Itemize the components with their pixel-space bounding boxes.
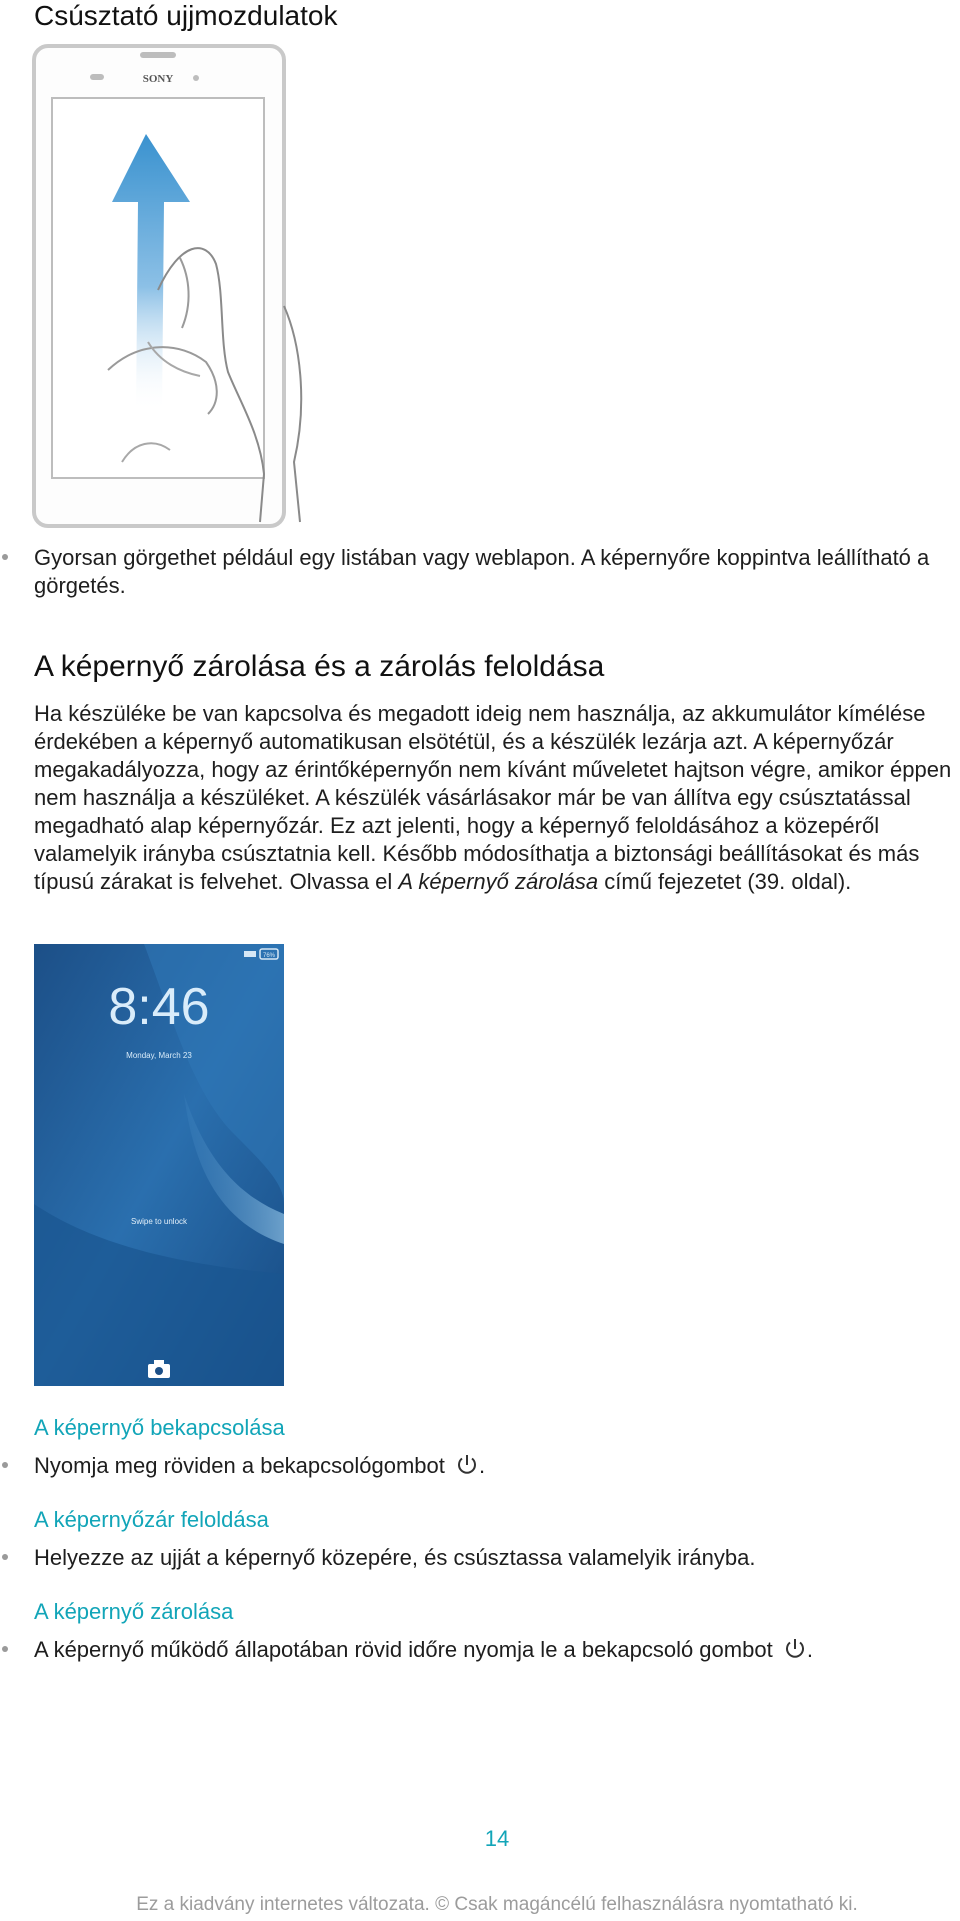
task-heading-lock: A képernyő zárolása bbox=[34, 1599, 234, 1624]
lockscreen-image bbox=[34, 944, 284, 1386]
lock-date: Monday, March 23 bbox=[126, 1051, 192, 1060]
bullet-swipe-text: Gyorsan görgethet például egy listában vagy weblapon. A képernyőre koppintva leállítható a görgetés. bbox=[34, 545, 930, 598]
battery-level: 76% bbox=[262, 953, 276, 959]
lock-time: 8:46 bbox=[108, 978, 210, 1036]
bullet-marker bbox=[2, 1646, 8, 1652]
bullet-swipe bbox=[34, 544, 934, 600]
bullet-marker bbox=[2, 1554, 8, 1560]
footer-note: Ez a kiadvány internetes változata. © Csak magáncélú felhasználásra nyomtatható ki. bbox=[136, 1894, 858, 1915]
chapter-link[interactable]: A képernyő zárolása bbox=[398, 869, 599, 894]
lock-paragraph-end: című fejezetet (39. oldal). bbox=[598, 869, 852, 894]
task-lock-suffix: . bbox=[806, 1637, 813, 1662]
task-screen-on-text: Nyomja meg röviden a bekapcsológombot bbox=[34, 1453, 445, 1478]
phone-brand: SONY bbox=[142, 73, 174, 85]
signal-icon bbox=[244, 951, 256, 957]
phone-swipe-illustration bbox=[30, 42, 330, 532]
task-screen-on-suffix: . bbox=[479, 1453, 486, 1478]
task-heading-unlock: A képernyőzár feloldása bbox=[34, 1507, 269, 1532]
task-lock-text: A képernyő működő állapotában rövid időre nyomja le a bekapcsoló gombot bbox=[34, 1637, 773, 1662]
task-unlock bbox=[34, 1544, 755, 1572]
lock-paragraph-text: Ha készüléke be van kapcsolva és megadott ideig nem használja, az akkumulátor kímélése érdekében a képernyő automatikusan elsötétül, és a készülék lezárja azt. A képernyőzár megakadályozza, hogy az érintőképernyőn nem kívánt műveletet hajtson végre, amikor éppen nem használja a készüléket. A készülék vásárlásakor már be van állítva egy csúsztatással megadható alap képernyőzár. Ez azt jelenti, hogy a képernyő feloldásához a közepéről valamelyik irányba csúsztatnia kell. Később módosíthatja a biztonsági beállításokat és más típusú zárakat is felvehet. Olvassa el bbox=[34, 701, 952, 894]
task-lock bbox=[34, 1636, 813, 1664]
power-icon bbox=[455, 1453, 479, 1477]
task-unlock-text: Helyezze az ujját a képernyő közepére, és csúsztassa valamelyik irányba. bbox=[34, 1545, 756, 1570]
page-number: 14 bbox=[484, 1826, 510, 1851]
section-title-lock: A képernyő zárolása és a zárolás feloldása bbox=[34, 650, 605, 683]
task-heading-screen-on: A képernyő bekapcsolása bbox=[34, 1415, 285, 1440]
task-screen-on bbox=[34, 1452, 485, 1480]
lock-paragraph bbox=[34, 700, 954, 896]
bullet-marker bbox=[2, 554, 8, 560]
power-icon bbox=[783, 1637, 807, 1661]
section-title-swipe: Csúsztató ujjmozdulatok bbox=[34, 0, 338, 31]
swipe-to-unlock[interactable]: Swipe to unlock bbox=[130, 1217, 188, 1226]
bullet-marker bbox=[2, 1462, 8, 1468]
